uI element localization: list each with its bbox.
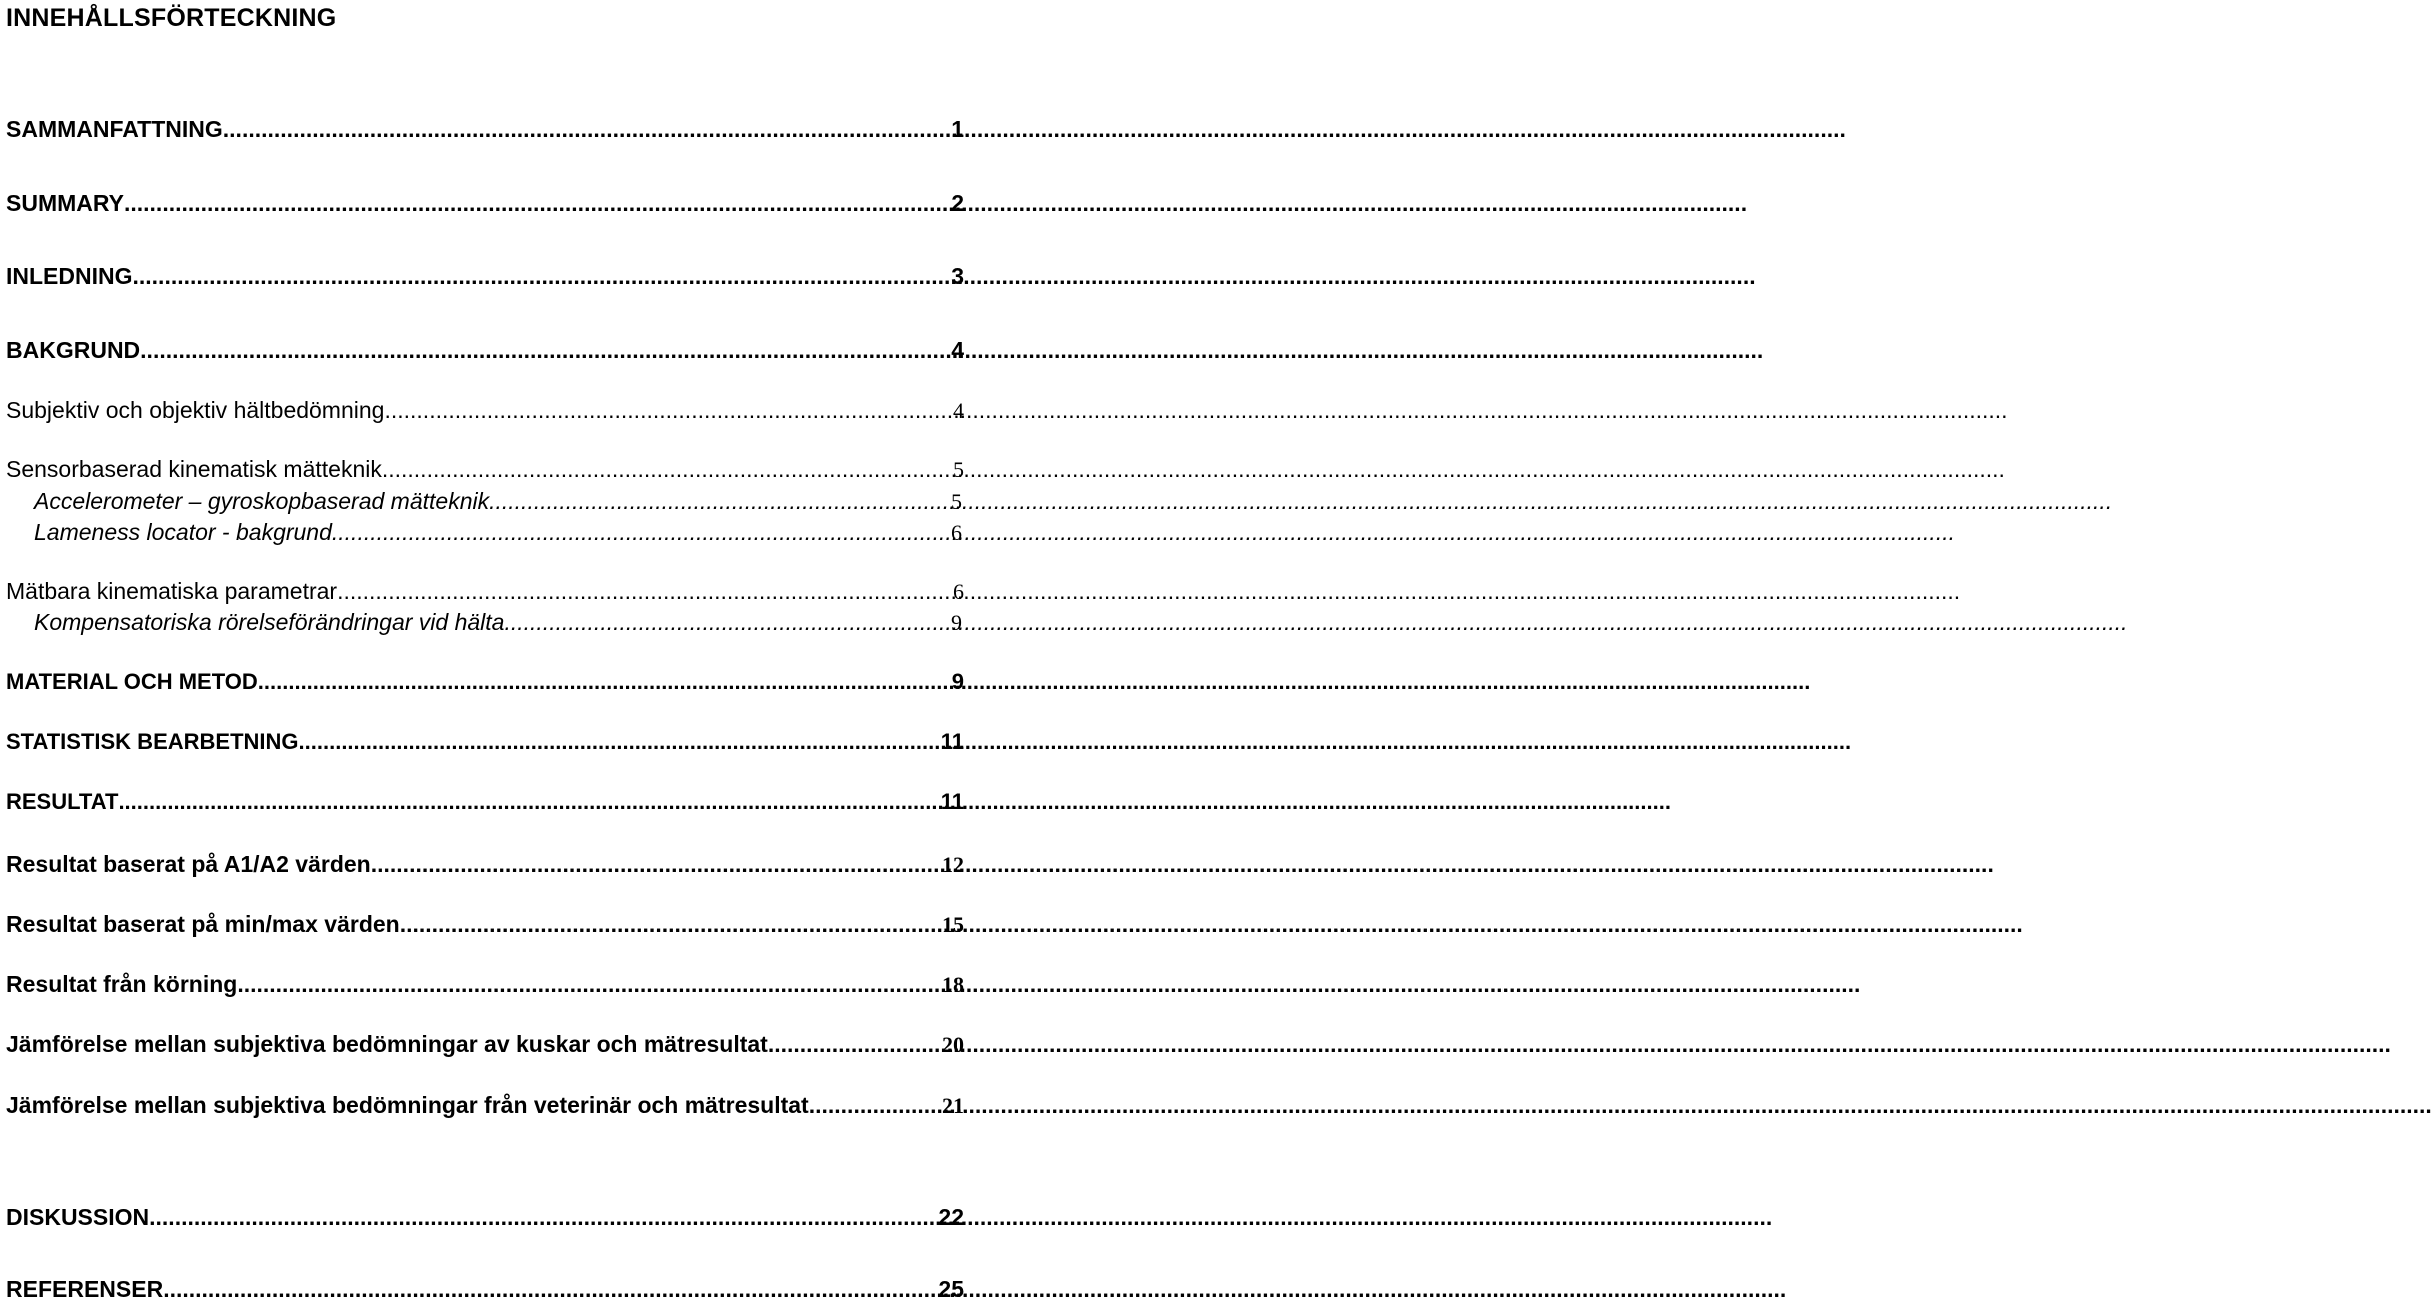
toc-entry-label: Sensorbaserad kinematisk mätteknik [6,456,382,482]
dot-leader [140,339,949,362]
toc-entry-label: SAMMANFATTNING [6,116,223,142]
toc-entry-label: Jämförelse mellan subjektiva bedömningar från veterinär och mätresultat [6,1092,809,1118]
toc-entry-label: Lameness locator - bakgrund [34,519,332,545]
dot-leader [133,265,950,288]
toc-entry-label: STATISTISK BEARBETNING [6,729,299,754]
toc-entry-sensorbaserad[interactable] [6,458,964,481]
toc-entry-label: Mätbara kinematiska parametrar [6,578,338,604]
toc-entry-label: BAKGRUND [6,337,141,363]
toc-entry-jamforelse-veterinar[interactable] [6,1094,964,1117]
dot-leader [258,671,950,693]
toc-entry-page: 4 [951,337,964,363]
dot-leader [332,521,949,544]
toc-entry-diskussion[interactable] [6,1206,964,1229]
dot-leader [163,1278,936,1301]
toc-entry-label: DISKUSSION [6,1204,150,1230]
dot-leader [809,1094,940,1117]
toc-entry-page: 6 [951,520,962,545]
toc-entry-lameness-locator[interactable] [34,521,962,544]
toc-entry-page: 5 [953,457,964,482]
toc-entry-label: Resultat baserat på A1/A2 värden [6,851,371,877]
toc-entry-page: 25 [938,1276,964,1302]
toc-entry-label: Jämförelse mellan subjektiva bedömningar av kuskar och mätresultat [6,1031,768,1057]
toc-entry-material-och-metod[interactable] [6,671,964,693]
toc-entry-page: 15 [942,912,964,937]
toc-entry-page: 6 [953,579,964,604]
dot-leader [124,192,949,215]
toc-entry-page: 20 [942,1032,964,1057]
toc-entry-resultat-korning[interactable] [6,973,964,996]
toc-entry-subjektiv[interactable] [6,399,964,422]
dot-leader [400,913,940,936]
dot-leader [371,853,940,876]
toc-entry-label: Kompensatoriska rörelseförändringar vid hälta [34,609,505,635]
toc-entry-page: 21 [942,1093,964,1118]
toc-entry-label: RESULTAT [6,789,119,814]
toc-entry-label: Resultat från körning [6,971,238,997]
toc-heading: INNEHÅLLSFÖRTECKNING [6,4,337,32]
toc-entry-page: 22 [938,1204,964,1230]
toc-entry-page: 11 [940,729,964,754]
dot-leader [384,399,951,422]
toc-entry-accelerometer[interactable] [34,490,962,513]
toc-entry-sammanfattning[interactable] [6,118,964,141]
toc-entry-inledning[interactable] [6,265,964,288]
toc-entry-resultat-a1a2[interactable] [6,853,964,876]
toc-entry-referenser[interactable] [6,1278,964,1301]
toc-entry-label: Resultat baserat på min/max värden [6,911,400,937]
dot-leader [118,791,938,813]
toc-entry-matbara[interactable] [6,580,964,603]
toc-entry-page: 4 [953,398,964,423]
toc-entry-kompensatoriska[interactable] [34,611,962,634]
toc-entry-label: Accelerometer – gyroskopbaserad mätteknik [34,488,490,514]
toc-entry-resultat-minmax[interactable] [6,913,964,936]
toc-entry-bakgrund[interactable] [6,339,964,362]
toc-entry-label: MATERIAL OCH METOD [6,669,258,694]
dot-leader [337,580,951,603]
toc-entry-label: REFERENSER [6,1276,164,1302]
toc-entry-summary[interactable] [6,192,964,215]
dot-leader [504,611,949,634]
dot-leader [299,731,939,753]
toc-entry-page: 9 [951,610,962,635]
dot-leader [768,1033,940,1056]
toc-entry-resultat[interactable] [6,791,964,813]
toc-entry-label: SUMMARY [6,190,124,216]
toc-entry-page: 5 [951,489,962,514]
toc-entry-page: 2 [951,190,964,216]
toc-entry-page: 9 [951,669,964,694]
dot-leader [382,458,951,481]
dot-leader [223,118,949,141]
toc-entry-page: 11 [940,789,964,814]
toc-entry-page: 3 [951,263,964,289]
toc-entry-page: 1 [951,116,964,142]
dot-leader [149,1206,936,1229]
toc-entry-statistisk-bearbetning[interactable] [6,731,964,753]
dot-leader [489,490,949,513]
toc-entry-page: 18 [942,972,964,997]
toc-entry-label: Subjektiv och objektiv hältbedömning [6,397,385,423]
toc-entry-jamforelse-kuskar[interactable] [6,1033,964,1056]
dot-leader [237,973,940,996]
toc-list [0,0,964,1303]
toc-entry-page: 12 [942,852,964,877]
toc-entry-label: INLEDNING [6,263,133,289]
